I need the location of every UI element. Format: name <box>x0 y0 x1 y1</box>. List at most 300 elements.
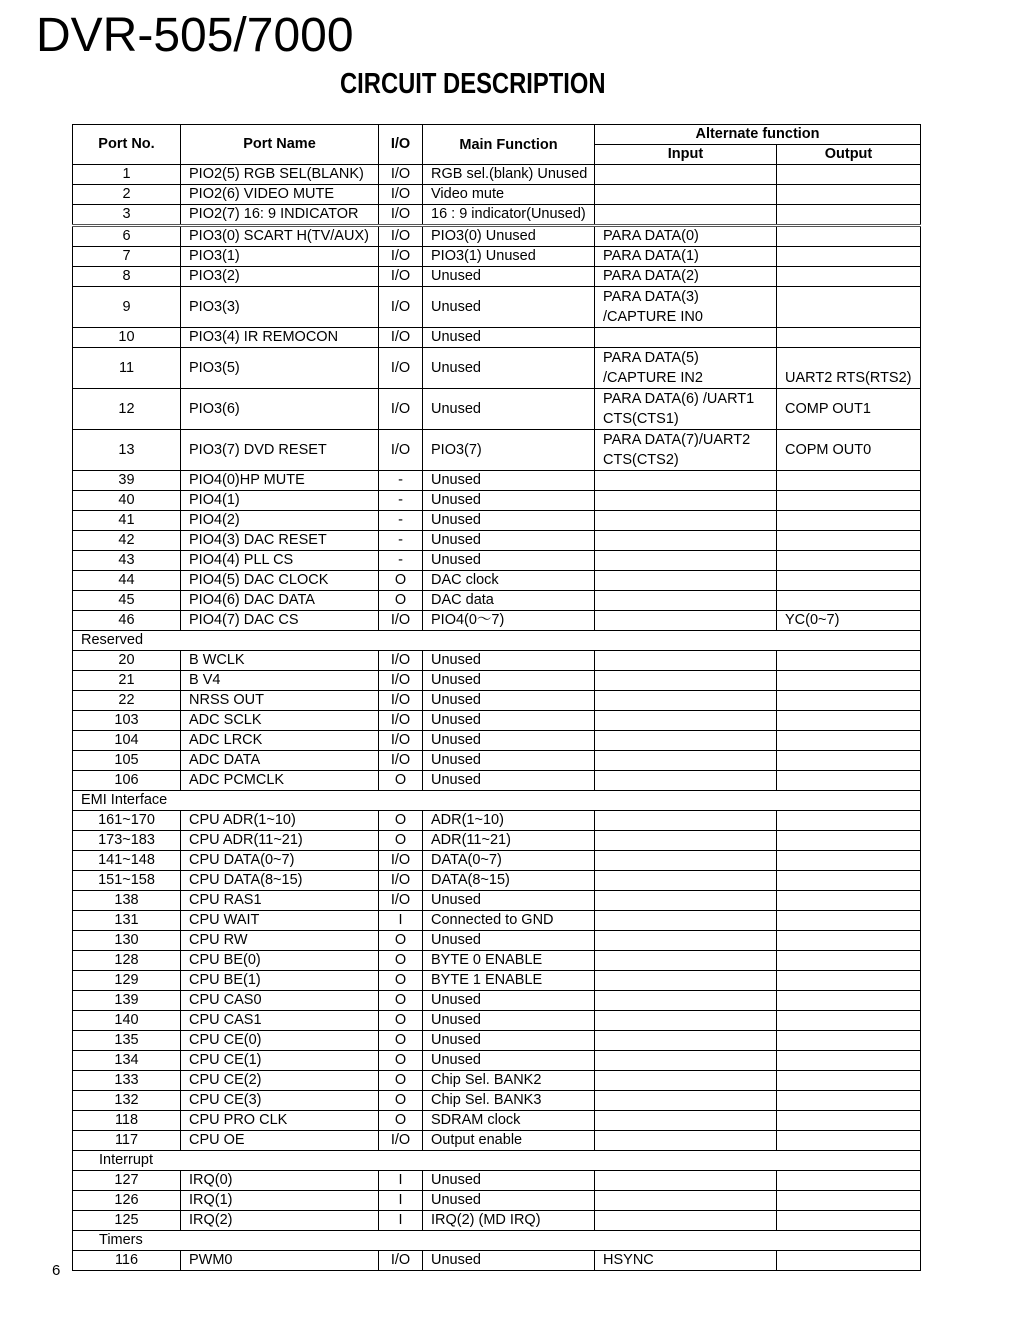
output-cell <box>777 1111 921 1131</box>
port-no-cell: 117 <box>73 1131 181 1151</box>
main-function-cell: Unused <box>423 287 595 328</box>
main-function-cell: Unused <box>423 551 595 571</box>
port-no-cell: 42 <box>73 531 181 551</box>
io-cell: I/O <box>379 871 423 891</box>
port-name-cell: CPU CAS0 <box>181 991 379 1011</box>
port-name-cell: CPU OE <box>181 1131 379 1151</box>
port-no-cell: 134 <box>73 1051 181 1071</box>
io-cell: I <box>379 1211 423 1231</box>
port-no-cell: 135 <box>73 1031 181 1051</box>
main-function-cell: BYTE 1 ENABLE <box>423 971 595 991</box>
port-name-cell: CPU BE(0) <box>181 951 379 971</box>
output-cell <box>777 971 921 991</box>
input-cell <box>595 205 777 226</box>
table-row <box>73 1131 921 1151</box>
io-cell: I/O <box>379 389 423 430</box>
input-cell <box>595 491 777 511</box>
table-row <box>73 1111 921 1131</box>
output-cell <box>777 551 921 571</box>
output-cell <box>777 731 921 751</box>
table-row <box>73 471 921 491</box>
output-cell <box>777 591 921 611</box>
input-cell <box>595 671 777 691</box>
port-name-cell: PIO3(3) <box>181 287 379 328</box>
input-cell <box>595 971 777 991</box>
output-cell <box>777 491 921 511</box>
input-cell: PARA DATA(7)/UART2 CTS(CTS2) <box>595 430 777 471</box>
main-function-cell: Unused <box>423 731 595 751</box>
io-cell: O <box>379 1031 423 1051</box>
section-label: Interrupt <box>73 1151 921 1171</box>
io-cell: - <box>379 491 423 511</box>
io-cell: O <box>379 831 423 851</box>
table-row <box>73 871 921 891</box>
main-function-cell: ADR(11~21) <box>423 831 595 851</box>
io-cell: O <box>379 1051 423 1071</box>
main-function-cell: Chip Sel. BANK3 <box>423 1091 595 1111</box>
main-function-cell: Unused <box>423 991 595 1011</box>
table-row <box>73 851 921 871</box>
port-no-cell: 129 <box>73 971 181 991</box>
port-name-cell: CPU CAS1 <box>181 1011 379 1031</box>
input-cell <box>595 1091 777 1111</box>
port-table <box>72 124 921 1271</box>
main-function-cell: Chip Sel. BANK2 <box>423 1071 595 1091</box>
main-function-cell: PIO3(1) Unused <box>423 247 595 267</box>
port-name-cell: CPU CE(2) <box>181 1071 379 1091</box>
input-cell <box>595 1111 777 1131</box>
input-cell: PARA DATA(0) <box>595 226 777 247</box>
io-cell: I/O <box>379 247 423 267</box>
input-cell <box>595 751 777 771</box>
main-function-cell: Unused <box>423 348 595 389</box>
input-cell: PARA DATA(6) /UART1 CTS(CTS1) <box>595 389 777 430</box>
header-input: Input <box>595 145 777 165</box>
output-cell <box>777 226 921 247</box>
output-cell <box>777 891 921 911</box>
table-row <box>73 491 921 511</box>
main-function-cell: Unused <box>423 691 595 711</box>
main-function-cell: Unused <box>423 389 595 430</box>
port-name-cell: CPU CE(3) <box>181 1091 379 1111</box>
table-row <box>73 165 921 185</box>
table-row <box>73 591 921 611</box>
input-cell <box>595 731 777 751</box>
io-cell: I/O <box>379 891 423 911</box>
table-row <box>73 226 921 247</box>
input-cell: PARA DATA(5) /CAPTURE IN2 <box>595 348 777 389</box>
output-cell: YC(0~7) <box>777 611 921 631</box>
io-cell: I <box>379 1171 423 1191</box>
port-name-cell: PIO4(6) DAC DATA <box>181 591 379 611</box>
port-no-cell: 106 <box>73 771 181 791</box>
output-cell <box>777 1031 921 1051</box>
port-name-cell: CPU DATA(0~7) <box>181 851 379 871</box>
header-alternate-function: Alternate function <box>595 125 921 145</box>
output-cell <box>777 711 921 731</box>
port-name-cell: PIO3(5) <box>181 348 379 389</box>
port-name-cell: B V4 <box>181 671 379 691</box>
output-cell <box>777 185 921 205</box>
port-name-cell: PIO4(0)HP MUTE <box>181 471 379 491</box>
port-no-cell: 13 <box>73 430 181 471</box>
port-no-cell: 151~158 <box>73 871 181 891</box>
io-cell: I/O <box>379 185 423 205</box>
main-function-cell: Output enable <box>423 1131 595 1151</box>
port-name-cell: CPU WAIT <box>181 911 379 931</box>
port-name-cell: NRSS OUT <box>181 691 379 711</box>
input-cell: PARA DATA(1) <box>595 247 777 267</box>
output-cell <box>777 831 921 851</box>
page-number: 6 <box>52 1262 61 1279</box>
port-name-cell: IRQ(1) <box>181 1191 379 1211</box>
input-cell <box>595 931 777 951</box>
main-function-cell: Unused <box>423 771 595 791</box>
port-no-cell: 41 <box>73 511 181 531</box>
port-name-cell: PIO3(7) DVD RESET <box>181 430 379 471</box>
section-label: Timers <box>73 1231 921 1251</box>
main-function-cell: IRQ(2) (MD IRQ) <box>423 1211 595 1231</box>
output-cell <box>777 1011 921 1031</box>
io-cell: O <box>379 951 423 971</box>
main-function-cell: Unused <box>423 711 595 731</box>
header-io: I/O <box>379 125 423 165</box>
table-row <box>73 267 921 287</box>
input-cell <box>595 471 777 491</box>
port-name-cell: PIO3(6) <box>181 389 379 430</box>
output-cell <box>777 1191 921 1211</box>
table-row <box>73 671 921 691</box>
io-cell: - <box>379 511 423 531</box>
output-cell <box>777 991 921 1011</box>
port-name-cell: ADC SCLK <box>181 711 379 731</box>
input-cell <box>595 831 777 851</box>
table-row <box>73 931 921 951</box>
input-cell <box>595 951 777 971</box>
main-function-cell: DAC data <box>423 591 595 611</box>
input-cell <box>595 1211 777 1231</box>
port-no-cell: 7 <box>73 247 181 267</box>
port-no-cell: 118 <box>73 1111 181 1131</box>
table-row <box>73 205 921 226</box>
input-cell: PARA DATA(2) <box>595 267 777 287</box>
port-name-cell: PIO2(7) 16: 9 INDICATOR <box>181 205 379 226</box>
port-no-cell: 128 <box>73 951 181 971</box>
port-no-cell: 127 <box>73 1171 181 1191</box>
main-function-cell: Unused <box>423 1191 595 1211</box>
table-row <box>73 751 921 771</box>
port-name-cell: PIO3(0) SCART H(TV/AUX) <box>181 226 379 247</box>
section-label: Reserved <box>73 631 921 651</box>
output-cell: COPM OUT0 <box>777 430 921 471</box>
io-cell: I/O <box>379 328 423 348</box>
io-cell: O <box>379 991 423 1011</box>
port-name-cell: PIO4(2) <box>181 511 379 531</box>
io-cell: I/O <box>379 671 423 691</box>
port-no-cell: 140 <box>73 1011 181 1031</box>
io-cell: O <box>379 1071 423 1091</box>
port-no-cell: 2 <box>73 185 181 205</box>
input-cell <box>595 711 777 731</box>
table-row <box>73 1211 921 1231</box>
input-cell <box>595 511 777 531</box>
table-row <box>73 971 921 991</box>
port-no-cell: 12 <box>73 389 181 430</box>
main-function-cell: DATA(0~7) <box>423 851 595 871</box>
io-cell: - <box>379 551 423 571</box>
port-no-cell: 21 <box>73 671 181 691</box>
input-cell <box>595 1051 777 1071</box>
port-name-cell: CPU CE(0) <box>181 1031 379 1051</box>
port-no-cell: 40 <box>73 491 181 511</box>
section-row <box>73 631 921 651</box>
table-row <box>73 571 921 591</box>
port-name-cell: PIO3(4) IR REMOCON <box>181 328 379 348</box>
table-row <box>73 247 921 267</box>
input-cell <box>595 991 777 1011</box>
output-cell <box>777 205 921 226</box>
main-function-cell: Unused <box>423 751 595 771</box>
io-cell: O <box>379 971 423 991</box>
output-cell <box>777 691 921 711</box>
table-row <box>73 328 921 348</box>
port-name-cell: CPU ADR(1~10) <box>181 811 379 831</box>
main-function-cell: Unused <box>423 328 595 348</box>
io-cell: I/O <box>379 1131 423 1151</box>
table-row <box>73 951 921 971</box>
io-cell: O <box>379 811 423 831</box>
port-name-cell: PIO2(6) VIDEO MUTE <box>181 185 379 205</box>
output-cell <box>777 1251 921 1271</box>
input-cell <box>595 1131 777 1151</box>
port-name-cell: CPU PRO CLK <box>181 1111 379 1131</box>
port-name-cell: PIO4(7) DAC CS <box>181 611 379 631</box>
input-cell <box>595 1171 777 1191</box>
table-row <box>73 1051 921 1071</box>
io-cell: - <box>379 471 423 491</box>
input-cell <box>595 811 777 831</box>
port-no-cell: 125 <box>73 1211 181 1231</box>
output-cell <box>777 671 921 691</box>
table-row <box>73 1071 921 1091</box>
header-main-function: Main Function <box>423 125 595 165</box>
port-no-cell: 126 <box>73 1191 181 1211</box>
table-row <box>73 551 921 571</box>
table-row <box>73 911 921 931</box>
main-function-cell: DATA(8~15) <box>423 871 595 891</box>
port-no-cell: 10 <box>73 328 181 348</box>
port-name-cell: CPU DATA(8~15) <box>181 871 379 891</box>
input-cell <box>595 571 777 591</box>
input-cell <box>595 691 777 711</box>
port-name-cell: CPU CE(1) <box>181 1051 379 1071</box>
main-function-cell: Unused <box>423 671 595 691</box>
output-cell <box>777 931 921 951</box>
io-cell: I <box>379 1191 423 1211</box>
main-function-cell: Unused <box>423 531 595 551</box>
io-cell: I/O <box>379 165 423 185</box>
output-cell <box>777 1051 921 1071</box>
io-cell: I/O <box>379 731 423 751</box>
port-no-cell: 138 <box>73 891 181 911</box>
table-row <box>73 348 921 389</box>
port-name-cell: CPU BE(1) <box>181 971 379 991</box>
io-cell: I/O <box>379 691 423 711</box>
output-cell <box>777 1091 921 1111</box>
table-row <box>73 711 921 731</box>
main-function-cell: Unused <box>423 1011 595 1031</box>
model-title: DVR-505/7000 <box>36 9 354 62</box>
header-port-name: Port Name <box>181 125 379 165</box>
port-no-cell: 43 <box>73 551 181 571</box>
port-no-cell: 105 <box>73 751 181 771</box>
output-cell: COMP OUT1 <box>777 389 921 430</box>
input-cell <box>595 1071 777 1091</box>
section-row <box>73 791 921 811</box>
port-name-cell: IRQ(0) <box>181 1171 379 1191</box>
table-row <box>73 651 921 671</box>
io-cell: O <box>379 591 423 611</box>
port-name-cell: PIO4(5) DAC CLOCK <box>181 571 379 591</box>
io-cell: O <box>379 1091 423 1111</box>
io-cell: I/O <box>379 267 423 287</box>
io-cell: I/O <box>379 430 423 471</box>
output-cell <box>777 531 921 551</box>
io-cell: I/O <box>379 651 423 671</box>
port-name-cell: CPU ADR(11~21) <box>181 831 379 851</box>
main-function-cell: Unused <box>423 651 595 671</box>
io-cell: O <box>379 1011 423 1031</box>
main-function-cell: 16 : 9 indicator(Unused) <box>423 205 595 226</box>
io-cell: - <box>379 531 423 551</box>
table-row <box>73 891 921 911</box>
table-row <box>73 511 921 531</box>
io-cell: I/O <box>379 851 423 871</box>
output-cell <box>777 287 921 328</box>
input-cell <box>595 871 777 891</box>
main-function-cell: Unused <box>423 491 595 511</box>
io-cell: O <box>379 771 423 791</box>
input-cell <box>595 531 777 551</box>
main-function-cell: Unused <box>423 1251 595 1271</box>
input-cell <box>595 591 777 611</box>
io-cell: I/O <box>379 348 423 389</box>
port-no-cell: 1 <box>73 165 181 185</box>
port-name-cell: PIO4(4) PLL CS <box>181 551 379 571</box>
io-cell: O <box>379 1111 423 1131</box>
port-no-cell: 133 <box>73 1071 181 1091</box>
table-row <box>73 1251 921 1271</box>
io-cell: I/O <box>379 1251 423 1271</box>
port-name-cell: PWM0 <box>181 1251 379 1271</box>
main-function-cell: Unused <box>423 931 595 951</box>
main-function-cell: PIO4(0～7) <box>423 611 595 631</box>
io-cell: I/O <box>379 751 423 771</box>
port-no-cell: 116 <box>73 1251 181 1271</box>
output-cell <box>777 267 921 287</box>
output-cell <box>777 328 921 348</box>
port-no-cell: 173~183 <box>73 831 181 851</box>
output-cell <box>777 751 921 771</box>
output-cell <box>777 871 921 891</box>
port-no-cell: 130 <box>73 931 181 951</box>
port-no-cell: 44 <box>73 571 181 591</box>
output-cell <box>777 1171 921 1191</box>
main-function-cell: Video mute <box>423 185 595 205</box>
port-no-cell: 22 <box>73 691 181 711</box>
page-title: CIRCUIT DESCRIPTION <box>340 68 606 100</box>
table-row <box>73 389 921 430</box>
section-label: EMI Interface <box>73 791 921 811</box>
port-name-cell: ADC PCMCLK <box>181 771 379 791</box>
table-row <box>73 1011 921 1031</box>
table-row <box>73 811 921 831</box>
main-function-cell: SDRAM clock <box>423 1111 595 1131</box>
output-cell <box>777 247 921 267</box>
table-row <box>73 287 921 328</box>
port-no-cell: 139 <box>73 991 181 1011</box>
table-row <box>73 185 921 205</box>
section-row <box>73 1231 921 1251</box>
port-name-cell: ADC DATA <box>181 751 379 771</box>
io-cell: O <box>379 571 423 591</box>
output-cell <box>777 651 921 671</box>
io-cell: I/O <box>379 226 423 247</box>
main-function-cell: Unused <box>423 1171 595 1191</box>
io-cell: I/O <box>379 611 423 631</box>
table-row <box>73 731 921 751</box>
table-row <box>73 531 921 551</box>
main-function-cell: Connected to GND <box>423 911 595 931</box>
port-no-cell: 141~148 <box>73 851 181 871</box>
table-row <box>73 831 921 851</box>
table-row <box>73 691 921 711</box>
output-cell: UART2 RTS(RTS2) <box>777 348 921 389</box>
output-cell <box>777 1131 921 1151</box>
input-cell: PARA DATA(3) /CAPTURE IN0 <box>595 287 777 328</box>
table-row <box>73 771 921 791</box>
input-cell <box>595 165 777 185</box>
output-cell <box>777 1211 921 1231</box>
port-name-cell: CPU RAS1 <box>181 891 379 911</box>
input-cell <box>595 851 777 871</box>
input-cell <box>595 891 777 911</box>
input-cell <box>595 185 777 205</box>
table-row <box>73 430 921 471</box>
main-function-cell: ADR(1~10) <box>423 811 595 831</box>
input-cell <box>595 611 777 631</box>
port-no-cell: 45 <box>73 591 181 611</box>
input-cell <box>595 1011 777 1031</box>
port-no-cell: 161~170 <box>73 811 181 831</box>
port-name-cell: PIO4(1) <box>181 491 379 511</box>
port-name-cell: ADC LRCK <box>181 731 379 751</box>
header-port-no: Port No. <box>73 125 181 165</box>
output-cell <box>777 951 921 971</box>
output-cell <box>777 811 921 831</box>
section-row <box>73 1151 921 1171</box>
io-cell: I/O <box>379 711 423 731</box>
io-cell: O <box>379 931 423 951</box>
port-no-cell: 39 <box>73 471 181 491</box>
main-function-cell: Unused <box>423 511 595 531</box>
port-no-cell: 6 <box>73 226 181 247</box>
table-body <box>73 165 921 1271</box>
table-row <box>73 1091 921 1111</box>
input-cell: HSYNC <box>595 1251 777 1271</box>
output-cell <box>777 911 921 931</box>
header-output: Output <box>777 145 921 165</box>
